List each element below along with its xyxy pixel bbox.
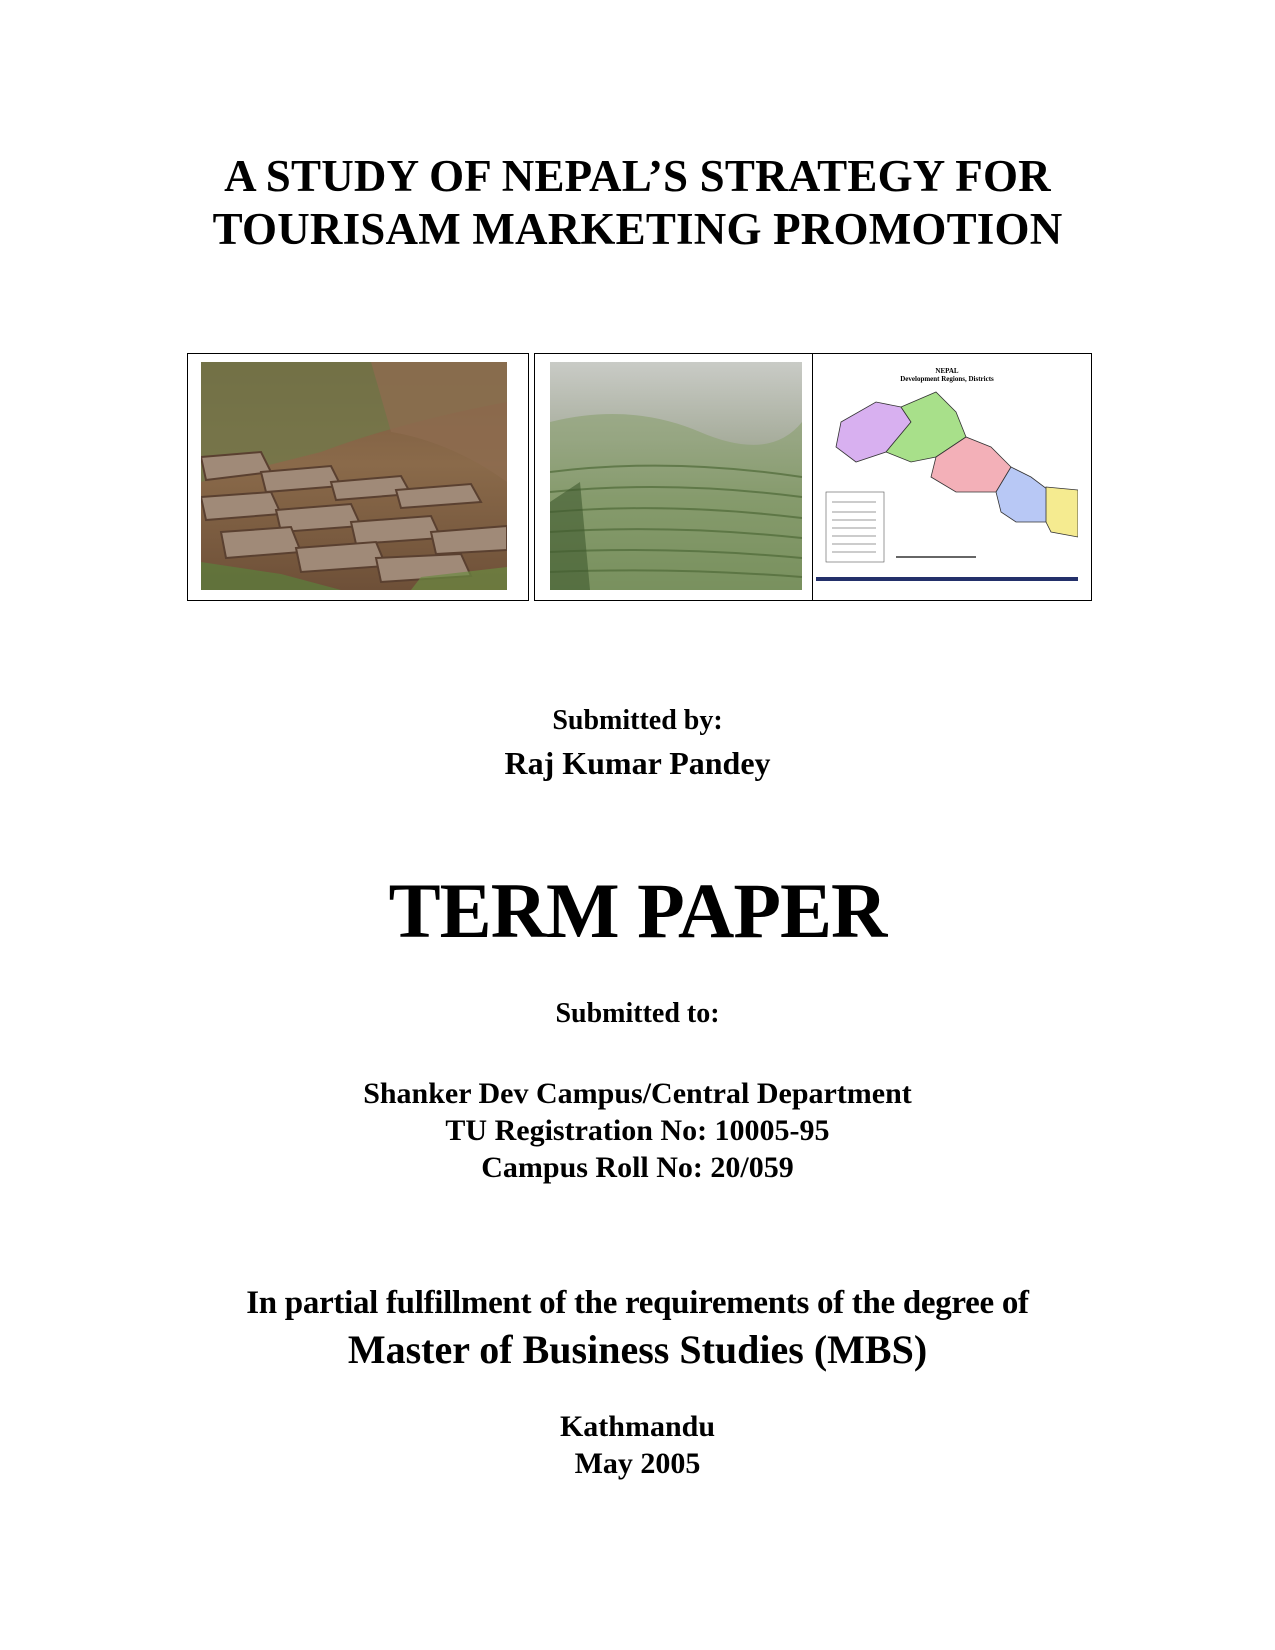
nepal-regions-map	[816, 362, 1078, 587]
institution-name: Shanker Dev Campus/Central Department	[363, 1077, 912, 1110]
degree-name: Master of Business Studies (MBS)	[347, 1327, 928, 1372]
submitted-by-label: Submitted by:	[552, 705, 723, 736]
map-subtitle-text: Development Regions, Districts	[900, 375, 994, 383]
village-rooftops-photo	[201, 362, 507, 590]
photo-frame-1	[187, 353, 529, 601]
document-title	[0, 150, 1275, 256]
terraced-hills-photo	[550, 362, 802, 590]
submitted-to-label: Submitted to:	[555, 998, 720, 1029]
map-title	[816, 367, 1078, 383]
campus-roll-number: Campus Roll No: 20/059	[481, 1151, 794, 1184]
author-name: Raj Kumar Pandey	[504, 745, 771, 781]
photo-frame-3	[813, 353, 1092, 601]
degree-intro: In partial fulfillment of the requirements of the degree of	[246, 1285, 1029, 1321]
map-title-text: NEPAL	[935, 367, 959, 375]
title-line-2: TOURISAM MARKETING PROMOTION	[212, 204, 1063, 254]
date: May 2005	[574, 1447, 701, 1480]
photo-frame-2	[534, 353, 813, 601]
cover-photo-strip	[187, 353, 1092, 603]
institution-block	[0, 1075, 1275, 1186]
place: Kathmandu	[559, 1410, 716, 1443]
document-type: TERM PAPER	[388, 867, 887, 954]
registration-number: TU Registration No: 10005-95	[445, 1114, 830, 1147]
place-date-block	[0, 1408, 1275, 1482]
title-line-1: A STUDY OF NEPAL’S STRATEGY FOR	[224, 151, 1051, 201]
